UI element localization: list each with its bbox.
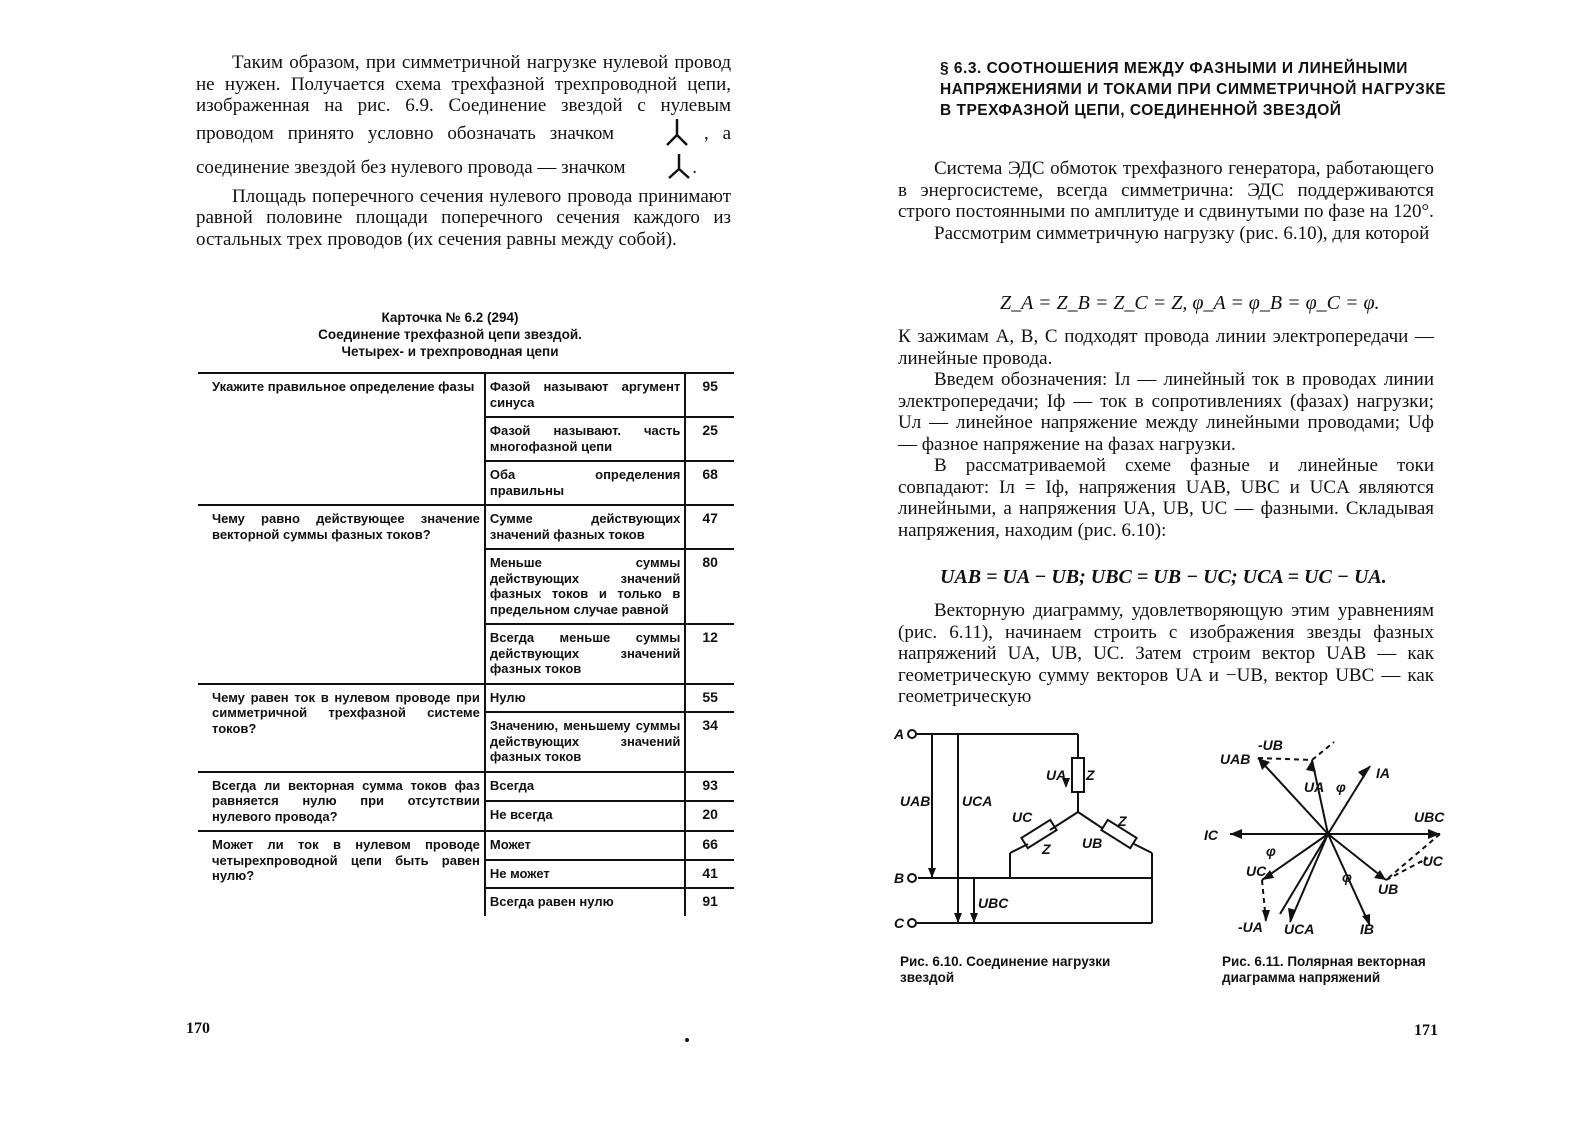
polar-vector-diagram — [1200, 730, 1450, 945]
answer-code: 34 — [685, 712, 734, 772]
terminal-b-label: B — [894, 870, 905, 886]
para1-text-b: , а соединение звездой без нулевого провода — значком — [196, 122, 732, 179]
answer-cell: Фазой называют. часть многофазной цепи — [485, 417, 685, 461]
para1-text: Таким образом, при симметричной нагрузке нулевой провод не нужен. Получается схема трехфазной трехпроводной цепи, изображенная на рис. 6.9. Соединение звездой с нулевым проводом принято условно обозначать значком — [196, 52, 731, 144]
ubc-label: UBC — [978, 895, 1009, 911]
answer-code: 25 — [685, 417, 734, 461]
uca-label: UCA — [962, 793, 993, 809]
question-cell: Может ли ток в нулевом проводе четырехпроводной цепи быть равен нулю? — [198, 831, 485, 916]
right-text-top — [898, 158, 1434, 244]
ua-vector-label: UA — [1304, 779, 1325, 795]
page-number-left: 170 — [186, 1020, 210, 1037]
question-cell: Чему равно действующее значение векторной суммы фазных токов? — [198, 505, 485, 684]
answer-code: 20 — [685, 801, 734, 831]
uc-label: UC — [1012, 809, 1033, 825]
answer-cell: Всегда — [485, 772, 685, 802]
phi-label-a: φ — [1336, 779, 1346, 795]
ia-label: IA — [1376, 765, 1390, 781]
answer-code: 91 — [685, 888, 734, 916]
minus-uc-label: -UC — [1418, 853, 1443, 869]
paragraph: Введем обозначения: Iл — линейный ток в проводах линии электропередачи; Iф — ток в сопротивлениях (фазах) нагрузки; Uл — линейное напряжение между линейными проводами; Uф — фазное напряжение на фазах нагрузки. — [898, 369, 1434, 455]
card-header — [200, 309, 700, 360]
table-row — [198, 772, 734, 802]
question-cell: Укажите правильное определение фазы — [198, 373, 485, 505]
table-row — [198, 373, 734, 417]
answer-cell: Фазой называют аргумент синуса — [485, 373, 685, 417]
ic-label: IC — [1204, 827, 1218, 843]
answer-cell: Не всегда — [485, 801, 685, 831]
ub-label: UB — [1082, 835, 1103, 851]
table-row — [198, 684, 734, 713]
uc-vector-label: UC — [1246, 863, 1267, 879]
quiz-card-table — [198, 372, 734, 916]
answer-cell: Значению, меньшему суммы действующих значений фазных токов — [485, 712, 685, 772]
print-speck — [685, 1038, 689, 1042]
card-subtitle-2: Четырех- и трехпроводная цепи — [341, 344, 559, 359]
formula-line-voltages: UAB = UA − UB; UBC = UB − UC; UCA = UC − UA. — [940, 566, 1387, 588]
ua-label: UA — [1046, 767, 1067, 783]
answer-cell: Оба определения правильны — [485, 461, 685, 505]
star-with-neutral-icon — [628, 117, 690, 153]
answer-cell: Может — [485, 831, 685, 860]
question-cell: Всегда ли векторная сумма токов фаз равняется нулю при отсутствии нулевого провода? — [198, 772, 485, 832]
answer-code: 80 — [685, 549, 734, 624]
table-row — [198, 831, 734, 860]
z-label-c: Z — [1042, 841, 1051, 857]
answer-code: 47 — [685, 505, 734, 549]
para1-end: . — [692, 157, 697, 179]
terminal-a-label: A — [894, 726, 905, 742]
minus-ub-label: -UB — [1258, 737, 1283, 753]
answer-code: 95 — [685, 373, 734, 417]
right-text-middle — [898, 326, 1434, 541]
ub-vector-label: UB — [1378, 881, 1399, 897]
uab-label: UAB — [900, 793, 931, 809]
answer-cell: Всегда меньше суммы действующих значений фазных токов — [485, 624, 685, 684]
card-title: Карточка № 6.2 (294) — [381, 310, 519, 325]
uca-vector-label: UCA — [1284, 921, 1315, 937]
figure-6-11-caption: Рис. 6.11. Полярная векторная диаграмма напряжений — [1222, 954, 1426, 985]
intro-paragraph — [196, 52, 731, 250]
ib-label: IB — [1360, 921, 1374, 937]
answer-code: 68 — [685, 461, 734, 505]
paragraph: Рассмотрим симметричную нагрузку (рис. 6.10), для которой — [934, 222, 1430, 244]
formula-impedances: Z_A = Z_B = Z_C = Z, φ_A = φ_B = φ_C = φ. — [1000, 292, 1380, 314]
table-row — [198, 505, 734, 549]
right-text-bottom — [898, 600, 1434, 708]
star-without-neutral-icon — [630, 152, 692, 186]
answer-cell: Меньше суммы действующих значений фазных токов и только в предельном случае равной — [485, 549, 685, 624]
paragraph: К зажимам A, B, C подходят провода линии электропередачи — линейные провода. — [898, 326, 1434, 369]
card-subtitle-1: Соединение трехфазной цепи звездой. — [318, 327, 582, 342]
paragraph: Векторную диаграмму, удовлетворяющую этим уравнениям (рис. 6.11), начинаем строить с изображения звезды фазных напряжений UA, UB, UC. Затем строим вектор UAB — как геометрическую сумму векторов UA и −UB, вектор UBC — как геометрическую — [898, 600, 1434, 707]
minus-ua-label: -UA — [1238, 919, 1263, 935]
z-label-b: Z — [1118, 813, 1127, 829]
phi-label-b: φ — [1342, 869, 1352, 885]
terminal-c-label: C — [894, 915, 905, 931]
question-cell: Чему равен ток в нулевом проводе при симметричной трехфазной системе токов? — [198, 684, 485, 772]
answer-cell: Нулю — [485, 684, 685, 713]
paragraph: Система ЭДС обмоток трехфазного генератора, работающего в энергосистеме, всегда симметрична: ЭДС поддерживаются строго постоянными по амплитуде и сдвинутыми по фазе на 120°. — [898, 158, 1434, 222]
answer-code: 55 — [685, 684, 734, 713]
star-connection-circuit-diagram — [890, 718, 1180, 943]
figure-6-10-caption: Рис. 6.10. Соединение нагрузки звездой — [900, 954, 1111, 985]
section-heading: § 6.3. СООТНОШЕНИЯ МЕЖДУ ФАЗНЫМИ И ЛИНЕЙНЫМИ НАПРЯЖЕНИЯМИ И ТОКАМИ ПРИ СИММЕТРИЧНОЙ НАГРУЗКЕ В ТРЕХФАЗНОЙ ЦЕПИ, СОЕДИНЕННОЙ ЗВЕЗДОЙ — [940, 60, 1447, 119]
phi-label-c: φ — [1266, 843, 1276, 859]
page-number-right: 171 — [1414, 1022, 1438, 1039]
answer-cell: Не может — [485, 860, 685, 889]
z-label-a: Z — [1086, 767, 1095, 783]
answer-code: 12 — [685, 624, 734, 684]
answer-cell: Сумме действующих значений фазных токов — [485, 505, 685, 549]
uab-vector-label: UAB — [1220, 751, 1251, 767]
ubc-vector-label: UBC — [1414, 809, 1445, 825]
paragraph: В рассматриваемой схеме фазные и линейные токи совпадают: Iл = Iф, напряжения UAB, UBC и UCA являются линейными, а напряжения UA, UB, UC — фазными. Складывая напряжения, находим (рис. 6.10): — [898, 455, 1434, 541]
answer-cell: Всегда равен нулю — [485, 888, 685, 916]
answer-code: 41 — [685, 860, 734, 889]
para2-text: Площадь поперечного сечения нулевого провода принимают равной половине площади поперечного сечения каждого из остальных трех проводов (их сечения равны между собой). — [196, 185, 731, 250]
answer-code: 66 — [685, 831, 734, 860]
answer-code: 93 — [685, 772, 734, 802]
